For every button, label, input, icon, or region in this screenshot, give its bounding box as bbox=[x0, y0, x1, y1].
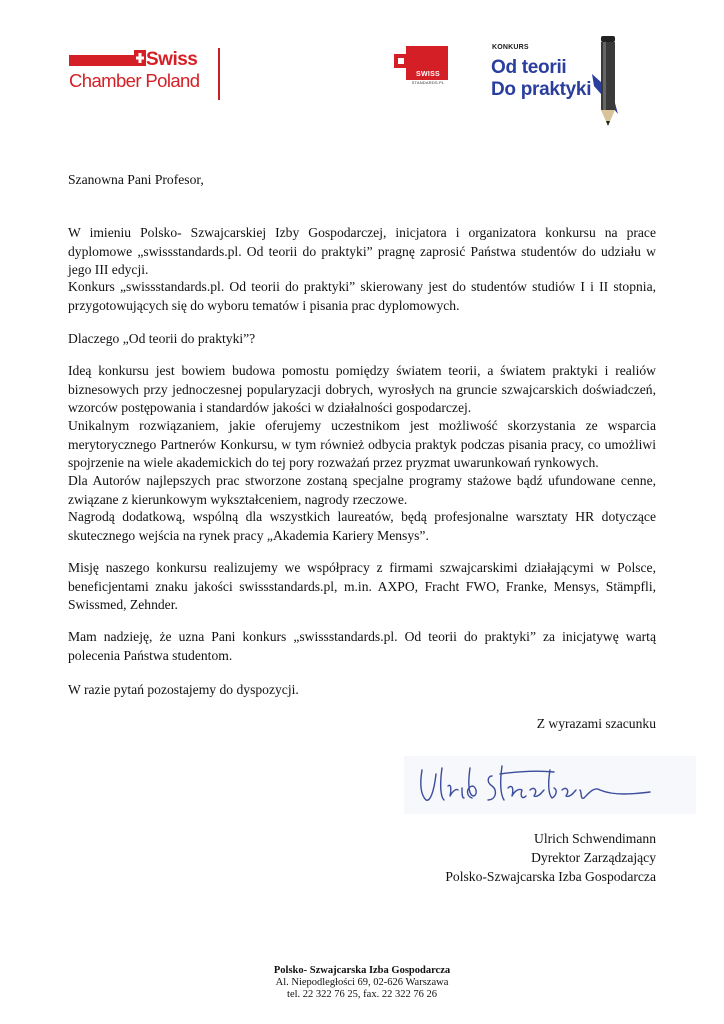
paragraph-intro: W imieniu Polsko- Szwajcarskiej Izby Gospodarczej, inicjatora i organizatora konkursu na prace dyplomowe „swissstandards.pl. Od teorii do praktyki” pragnę zaprosić Państwa studentów do udziału w jego III edycji. bbox=[68, 225, 656, 277]
konkurs-title-line2: Do praktyki bbox=[491, 79, 592, 100]
logo-swiss-word: Swiss bbox=[146, 49, 198, 70]
paragraph-target-audience: Konkurs „swissstandards.pl. Od teorii do praktyki” skierowany jest do studentów studiów I i II stopnia, przygotowujących się do wyboru tematów i pisania prac dyplomowych. bbox=[68, 279, 656, 313]
footer-contact: tel. 22 322 76 25, fax. 22 322 76 26 bbox=[287, 989, 437, 1000]
signer-name: Ulrich Schwendimann bbox=[534, 831, 656, 846]
logo-red-stripe bbox=[69, 55, 141, 66]
footer bbox=[212, 965, 512, 1001]
handwritten-signature bbox=[404, 756, 696, 814]
paragraph-partners: Misję naszego konkursu realizujemy we współpracy z firmami szwajcarskimi działającymi w Polsce, beneficjentami znaku jakości swissstandards.pl, m.in. AXPO, Fracht FWO, Franke, Mensys, Stämpfli, Swissmed, Zehnder. bbox=[68, 560, 656, 612]
paragraph-unique-solution: Unikalnym rozwiązaniem, jakie oferujemy uczestnikom jest możliwość skorzystania ze wsparcia merytorycznego Partnerów Konkursu, w tym również odbycia praktyk podczas pisania pracy, co umożliwi spojrzenie na wiele akademickich do tej pory rozważań przez pryzmat uwarunkowań rynkowych. bbox=[68, 418, 656, 470]
paragraph-awards: Dla Autorów najlepszych prac stworzone zostaną specjalne programy stażowe bądź ufundowane cenne, związane z kierunkowym wykształceniem, nagrody rzeczowe. bbox=[68, 473, 656, 507]
footer-organization: Polsko- Szwajcarska Izba Gospodarcza bbox=[273, 965, 451, 976]
signer-organization: Polsko-Szwajcarska Izba Gospodarcza bbox=[445, 869, 656, 884]
salutation: Szanowna Pani Profesor, bbox=[68, 172, 204, 187]
paragraph-question: Dlaczego „Od teorii do praktyki”? bbox=[68, 331, 256, 346]
paragraph-hope: Mam nadzieję, że uzna Pani konkurs „swissstandards.pl. Od teorii do praktyki” za inicjatywę wartą polecenia Państwa studentom. bbox=[68, 629, 656, 663]
logo-chamber-words: Chamber Poland bbox=[69, 70, 200, 91]
logo-standards-text: STANDARDS.PL bbox=[411, 80, 445, 85]
signer-title: Dyrektor Zarządzający bbox=[531, 850, 656, 865]
swiss-chamber-poland-logo bbox=[66, 46, 224, 100]
konkurs-logo bbox=[486, 30, 626, 130]
logo-divider bbox=[218, 48, 220, 100]
paragraph-questions: W razie pytań pozostajemy do dyspozycji. bbox=[68, 682, 299, 697]
swiss-cross-icon bbox=[134, 50, 146, 66]
pencil-icon bbox=[590, 34, 624, 130]
konkurs-title-line1: Od teorii bbox=[491, 57, 567, 78]
konkurs-label: KONKURS bbox=[492, 44, 529, 51]
footer-address: Al. Niepodległości 69, 02-626 Warszawa bbox=[275, 977, 449, 988]
swissstandards-logo bbox=[392, 44, 450, 90]
paragraph-additional-award: Nagrodą dodatkową, wspólną dla wszystkich laureatów, będą profesjonalne warsztaty HR dotyczące skutecznego wejścia na rynek pracy „Akademia Kariery Mensys”. bbox=[68, 509, 656, 543]
paragraph-idea: Ideą konkursu jest bowiem budowa pomostu pomiędzy światem teorii, a światem praktyki i realiów biznesowych przy jednoczesnej popularyzacji dobrych, wyrosłych na gruncie szwajcarskich doświadczeń, wzorców postępowania i standardów jakości w działalności gospodarczej. bbox=[68, 363, 656, 415]
logo-swiss-text: SWISS bbox=[415, 71, 441, 78]
closing: Z wyrazami szacunku bbox=[536, 716, 656, 731]
